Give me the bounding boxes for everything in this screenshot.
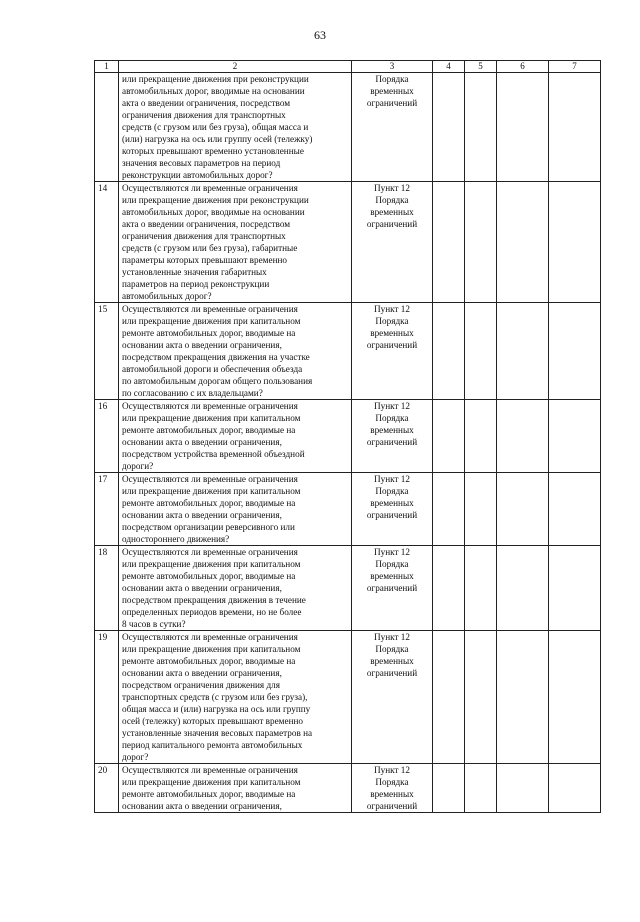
reference-text-line: Порядка <box>375 486 409 496</box>
col-header-2: 2 <box>119 61 352 73</box>
col-header-3: 3 <box>352 61 433 73</box>
legal-reference-cell <box>352 473 433 546</box>
table-row <box>95 631 601 764</box>
reference-text-line: ограничений <box>366 98 418 108</box>
question-text-line: или прекращение движения при капитальном <box>122 413 301 423</box>
note-cell[interactable] <box>549 73 601 182</box>
table-row <box>95 182 601 303</box>
reference-text-line: Пункт 12 <box>374 183 410 193</box>
question-text-line: основании акта о введении ограничения, <box>122 801 282 811</box>
row-number: 19 <box>95 631 119 764</box>
not-applicable-cell[interactable] <box>497 73 549 182</box>
reference-text-line: Порядка <box>375 195 409 205</box>
question-text-line: Осуществляются ли временные ограничения <box>122 474 298 484</box>
reference-text-line: Порядка <box>375 559 409 569</box>
legal-reference-cell <box>352 546 433 631</box>
page-number: 63 <box>314 28 326 42</box>
reference-text-line: временных <box>370 425 414 435</box>
legal-reference-cell <box>352 400 433 473</box>
reference-text-line: Пункт 12 <box>374 547 410 557</box>
not-applicable-cell[interactable] <box>497 546 549 631</box>
row-number: 18 <box>95 546 119 631</box>
question-text-line: одностороннего движения? <box>122 534 230 544</box>
question-text-line: по автомобильным дорогам общего пользования <box>122 376 313 386</box>
question-cell <box>119 631 352 764</box>
question-text-line: ограничения движения для транспортных <box>122 110 286 120</box>
legal-reference-cell <box>352 303 433 400</box>
question-text-line: Осуществляются ли временные ограничения <box>122 304 298 314</box>
reference-text-line: Пункт 12 <box>374 401 410 411</box>
table-row <box>95 303 601 400</box>
question-text-line: средств (с грузом или без груза), общая масса и <box>122 122 309 132</box>
question-text-line: период капитального ремонта автомобильных <box>122 740 303 750</box>
row-number: 15 <box>95 303 119 400</box>
not-applicable-cell[interactable] <box>497 764 549 813</box>
answer-no-cell[interactable] <box>465 764 497 813</box>
question-cell <box>119 182 352 303</box>
question-text-line: 8 часов в сутки? <box>122 619 186 629</box>
not-applicable-cell[interactable] <box>497 182 549 303</box>
reference-text-line: временных <box>370 656 414 666</box>
reference-text-line: временных <box>370 498 414 508</box>
question-text-line: ремонте автомобильных дорог, вводимые на <box>122 498 296 508</box>
answer-no-cell[interactable] <box>465 631 497 764</box>
reference-text-line: ограничений <box>366 437 418 447</box>
question-cell <box>119 73 352 182</box>
answer-yes-cell[interactable] <box>433 73 465 182</box>
question-text-line: акта о введении ограничения, посредством <box>122 98 291 108</box>
answer-no-cell[interactable] <box>465 400 497 473</box>
answer-yes-cell[interactable] <box>433 303 465 400</box>
not-applicable-cell[interactable] <box>497 473 549 546</box>
question-cell <box>119 546 352 631</box>
note-cell[interactable] <box>549 546 601 631</box>
col-header-1: 1 <box>95 61 119 73</box>
reference-text-line: ограничений <box>366 801 418 811</box>
question-text-line: параметры которых превышают временно <box>122 255 287 265</box>
question-text-line: акта о введении ограничения, посредством <box>122 219 291 229</box>
question-text-line: значения весовых параметров на период <box>122 158 281 168</box>
question-text-line: дорог? <box>122 752 149 762</box>
question-text-line: или прекращение движения при капитальном <box>122 559 301 569</box>
reference-text-line: Пункт 12 <box>374 765 410 775</box>
question-text-line: основании акта о введении ограничения, <box>122 437 282 447</box>
question-text-line: ремонте автомобильных дорог, вводимые на <box>122 328 296 338</box>
reference-text-line: временных <box>370 789 414 799</box>
question-text-line: основании акта о введении ограничения, <box>122 510 282 520</box>
question-text-line: автомобильных дорог? <box>122 291 212 301</box>
reference-text-line: ограничений <box>366 668 418 678</box>
col-header-4: 4 <box>433 61 465 73</box>
question-text-line: основании акта о введении ограничения, <box>122 583 282 593</box>
question-text-line: или прекращение движения при капитальном <box>122 777 301 787</box>
answer-yes-cell[interactable] <box>433 400 465 473</box>
question-text-line: параметров на период реконструкции <box>122 279 270 289</box>
question-text-line: Осуществляются ли временные ограничения <box>122 765 298 775</box>
table-row <box>95 473 601 546</box>
answer-yes-cell[interactable] <box>433 182 465 303</box>
answer-yes-cell[interactable] <box>433 546 465 631</box>
question-text-line: посредством прекращения движения на участке <box>122 352 310 362</box>
reference-text-line: Пункт 12 <box>374 474 410 484</box>
question-text-line: (или) нагрузка на ось или группу осей (тележку) <box>122 134 313 144</box>
reference-text-line: Порядка <box>375 74 409 84</box>
question-text-line: дороги? <box>122 461 154 471</box>
note-cell[interactable] <box>549 473 601 546</box>
question-cell <box>119 400 352 473</box>
question-text-line: или прекращение движения при капитальном <box>122 486 301 496</box>
question-text-line: автомобильных дорог, вводимые на основании <box>122 86 305 96</box>
question-cell <box>119 473 352 546</box>
question-text-line: ремонте автомобильных дорог, вводимые на <box>122 571 296 581</box>
question-text-line: Осуществляются ли временные ограничения <box>122 632 298 642</box>
legal-reference-cell <box>352 631 433 764</box>
table-row <box>95 400 601 473</box>
col-header-7: 7 <box>549 61 601 73</box>
answer-yes-cell[interactable] <box>433 764 465 813</box>
reference-text-line: ограничений <box>366 340 418 350</box>
reference-text-line: Порядка <box>375 413 409 423</box>
question-text-line: Осуществляются ли временные ограничения <box>122 401 298 411</box>
question-text-line: ремонте автомобильных дорог, вводимые на <box>122 425 296 435</box>
table-row <box>95 764 601 813</box>
reference-text-line: Пункт 12 <box>374 304 410 314</box>
reference-text-line: Пункт 12 <box>374 632 410 642</box>
reference-text-line: Порядка <box>375 644 409 654</box>
answer-yes-cell[interactable] <box>433 631 465 764</box>
question-text-line: ограничения движения для транспортных <box>122 231 286 241</box>
question-text-line: или прекращение движения при капитальном <box>122 316 301 326</box>
question-text-line: которых превышают временно установленные <box>122 146 304 156</box>
question-text-line: реконструкции автомобильных дорог? <box>122 170 273 180</box>
question-cell <box>119 764 352 813</box>
col-header-5: 5 <box>465 61 497 73</box>
note-cell[interactable] <box>549 631 601 764</box>
note-cell[interactable] <box>549 400 601 473</box>
row-number <box>95 73 119 182</box>
answer-no-cell[interactable] <box>465 303 497 400</box>
reference-text-line: ограничений <box>366 219 418 229</box>
question-text-line: по согласованию с их владельцами? <box>122 388 263 398</box>
question-text-line: транспортных средств (с грузом или без груза), <box>122 692 308 702</box>
answer-no-cell[interactable] <box>465 473 497 546</box>
question-text-line: установленные значения весовых параметров на <box>122 728 313 738</box>
reference-text-line: временных <box>370 571 414 581</box>
note-cell[interactable] <box>549 303 601 400</box>
row-number: 16 <box>95 400 119 473</box>
answer-yes-cell[interactable] <box>433 473 465 546</box>
not-applicable-cell[interactable] <box>497 400 549 473</box>
question-text-line: основании акта о введении ограничения, <box>122 340 282 350</box>
row-number: 17 <box>95 473 119 546</box>
question-text-line: автомобильных дорог, вводимые на основании <box>122 207 305 217</box>
table-row <box>95 546 601 631</box>
question-text-line: Осуществляются ли временные ограничения <box>122 183 298 193</box>
question-text-line: ремонте автомобильных дорог, вводимые на <box>122 789 296 799</box>
answer-no-cell[interactable] <box>465 73 497 182</box>
question-text-line: посредством организации реверсивного или <box>122 522 295 532</box>
question-text-line: основании акта о введении ограничения, <box>122 668 282 678</box>
table-row <box>95 73 601 182</box>
not-applicable-cell[interactable] <box>497 631 549 764</box>
row-number: 14 <box>95 182 119 303</box>
row-number: 20 <box>95 764 119 813</box>
legal-reference-cell <box>352 764 433 813</box>
legal-reference-cell <box>352 182 433 303</box>
answer-no-cell[interactable] <box>465 546 497 631</box>
note-cell[interactable] <box>549 182 601 303</box>
question-text-line: осей (тележку) которых превышают временно <box>122 716 303 726</box>
reference-text-line: временных <box>370 207 414 217</box>
question-text-line: автомобильной дороги и обеспечения объезда <box>122 364 303 374</box>
not-applicable-cell[interactable] <box>497 303 549 400</box>
question-text-line: установленные значения габаритных <box>122 267 267 277</box>
question-text-line: посредством ограничения движения для <box>122 680 280 690</box>
reference-text-line: временных <box>370 86 414 96</box>
col-header-6: 6 <box>497 61 549 73</box>
checklist-table <box>94 60 601 813</box>
question-text-line: или прекращение движения при капитальном <box>122 644 301 654</box>
question-text-line: или прекращение движения при реконструкции <box>122 195 309 205</box>
answer-no-cell[interactable] <box>465 182 497 303</box>
reference-text-line: Порядка <box>375 777 409 787</box>
note-cell[interactable] <box>549 764 601 813</box>
question-text-line: общая масса и (или) нагрузка на ось или группу <box>122 704 311 714</box>
reference-text-line: ограничений <box>366 510 418 520</box>
question-text-line: ремонте автомобильных дорог, вводимые на <box>122 656 296 666</box>
question-text-line: определенных периодов времени, но не более <box>122 607 302 617</box>
header-row <box>95 61 601 73</box>
legal-reference-cell <box>352 73 433 182</box>
reference-text-line: временных <box>370 328 414 338</box>
question-text-line: средств (с грузом или без груза), габаритные <box>122 243 298 253</box>
question-text-line: посредством устройства временной объездной <box>122 449 305 459</box>
question-text-line: посредством прекращения движения в течение <box>122 595 306 605</box>
reference-text-line: ограничений <box>366 583 418 593</box>
question-cell <box>119 303 352 400</box>
question-text-line: или прекращение движения при реконструкции <box>122 74 309 84</box>
reference-text-line: Порядка <box>375 316 409 326</box>
question-text-line: Осуществляются ли временные ограничения <box>122 547 298 557</box>
